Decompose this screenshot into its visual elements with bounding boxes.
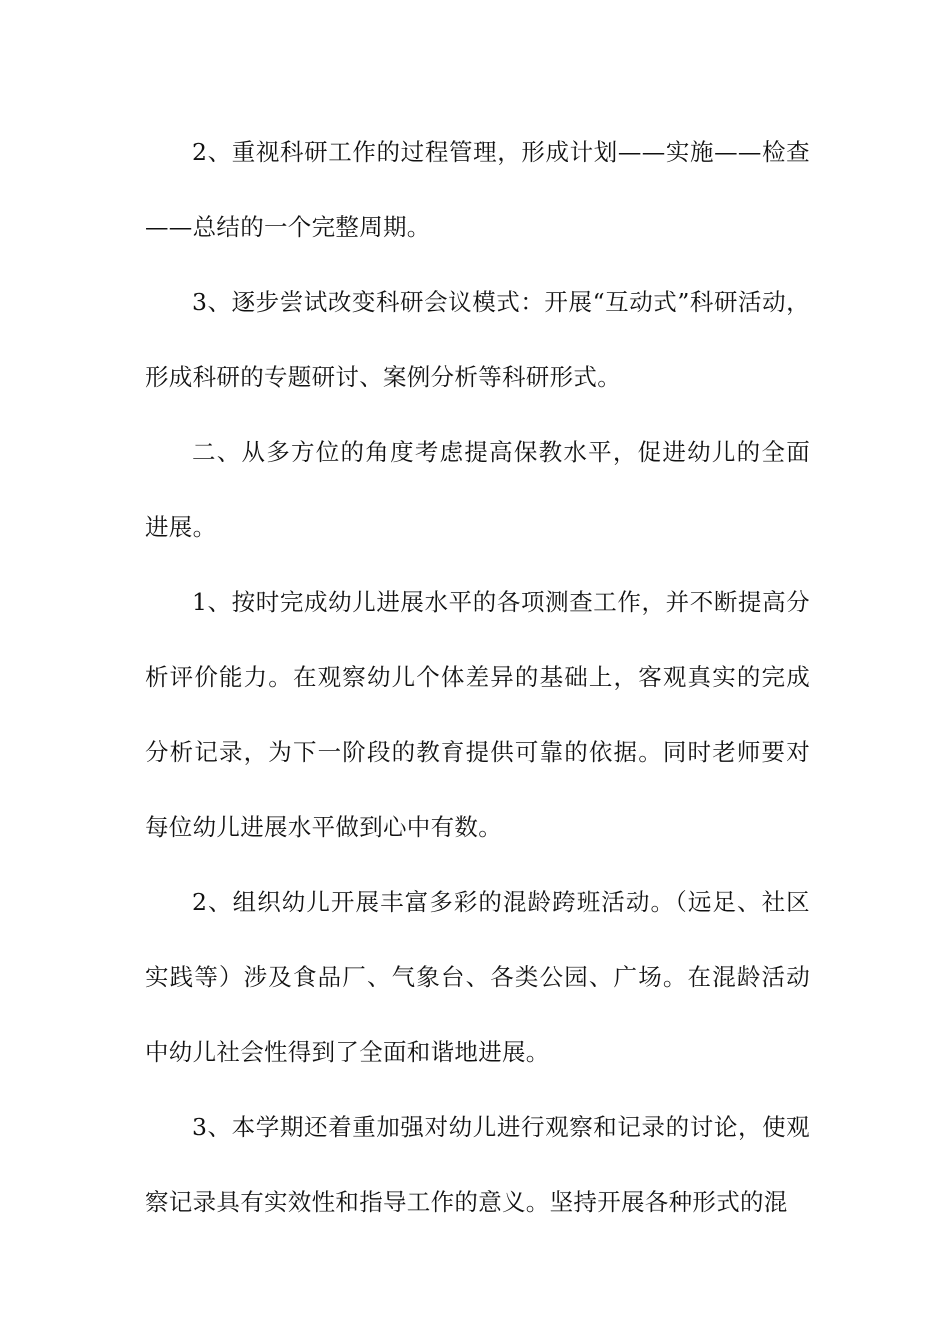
document-body [145,115,810,1240]
paragraph-observation-records: 3、本学期还着重加强对幼儿进行观察和记录的讨论，使观察记录具有实效性和指导工作的意义。坚持开展各种形式的混 [145,1113,810,1216]
paragraph-meeting-mode: 3、逐步尝试改变科研会议模式：开展“互动式”科研活动，形成科研的专题研讨、案例分析等科研形式。 [145,288,810,391]
paragraph-mixed-age-activities: 2、组织幼儿开展丰富多彩的混龄跨班活动。（远足、社区实践等）涉及食品厂、气象台、各类公园、广场。在混龄活动中幼儿社会性得到了全面和谐地进展。 [145,888,810,1066]
paragraph-assessment-work: 1、按时完成幼儿进展水平的各项测查工作，并不断提高分析评价能力。在观察幼儿个体差异的基础上，客观真实的完成分析记录，为下一阶段的教育提供可靠的依据。同时老师要对每位幼儿进展水平做到心中有数。 [145,588,810,841]
paragraph-section-two-heading: 二、从多方位的角度考虑提高保教水平，促进幼儿的全面进展。 [145,438,810,541]
paragraph-process-management: 2、重视科研工作的过程管理，形成计划——实施——检查——总结的一个完整周期。 [145,138,810,241]
